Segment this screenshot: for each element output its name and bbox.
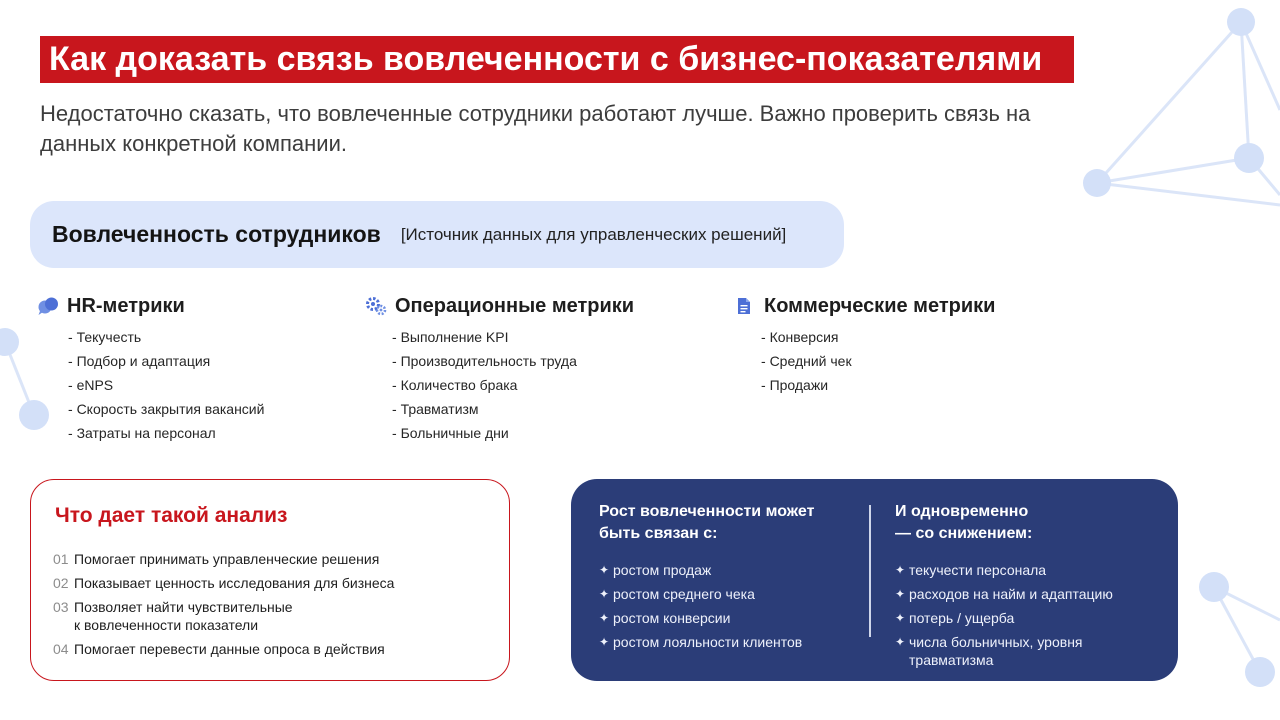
page-subtitle: Недостаточно сказать, что вовлеченные сотрудники работают лучше. Важно проверить связь на данных конкретной компании. <box>40 101 1031 156</box>
list-item: - Продажи <box>761 373 995 397</box>
analysis-title: Что дает такой анализ <box>55 504 288 527</box>
growth-increase-title: Рост вовлеченности может быть связан с: <box>599 503 815 542</box>
metric-column-operational <box>365 293 634 445</box>
list-item: - eNPS <box>68 373 264 397</box>
engagement-tag: [Источник данных для управленческих решений] <box>400 224 787 244</box>
list-item <box>53 640 493 658</box>
metric-column-hr <box>37 293 264 445</box>
sparkle-icon: ✦ <box>599 611 610 625</box>
engagement-title: Вовлеченность сотрудников <box>52 221 381 247</box>
growth-increase-list <box>599 561 859 651</box>
list-item: - Производительность труда <box>392 349 634 373</box>
list-item <box>599 561 859 579</box>
list-item <box>895 609 1165 627</box>
list-item: - Количество брака <box>392 373 634 397</box>
list-item <box>895 633 1165 669</box>
list-item: - Текучесть <box>68 325 264 349</box>
list-item: - Скорость закрытия вакансий <box>68 397 264 421</box>
growth-decrease-list <box>895 561 1165 669</box>
growth-divider <box>869 505 871 637</box>
sparkle-icon: ✦ <box>895 635 906 649</box>
item-number: 02 <box>53 575 69 591</box>
item-text: ростом продаж <box>613 562 712 578</box>
item-text: числа больничных, уровня травматизма <box>909 634 1083 668</box>
list-item <box>53 598 493 634</box>
list-item: - Средний чек <box>761 349 995 373</box>
page-title: Как доказать связь вовлеченности с бизнес-показателями <box>40 36 1074 83</box>
list-item <box>53 550 493 568</box>
metric-list-commercial <box>734 325 995 397</box>
item-text: Помогает перевести данные опроса в действия <box>74 641 385 657</box>
sparkle-icon: ✦ <box>895 611 906 625</box>
metric-title-operational: Операционные метрики <box>395 294 635 317</box>
gears-icon <box>365 296 387 316</box>
item-text: расходов на найм и адаптацию <box>909 586 1113 602</box>
list-item <box>53 574 493 592</box>
document-icon <box>734 296 756 316</box>
analysis-card <box>30 479 510 681</box>
sparkle-icon: ✦ <box>599 563 610 577</box>
engagement-banner <box>30 201 844 268</box>
metric-column-commercial <box>734 293 995 397</box>
list-item <box>895 561 1165 579</box>
list-item: - Затраты на персонал <box>68 421 264 445</box>
sparkle-icon: ✦ <box>895 563 906 577</box>
list-item <box>599 609 859 627</box>
item-text: Показывает ценность исследования для бизнеса <box>74 575 395 591</box>
list-item <box>599 585 859 603</box>
growth-decrease-title: И одновременно — со снижением: <box>895 503 1033 542</box>
list-item: - Конверсия <box>761 325 995 349</box>
growth-card <box>571 479 1178 681</box>
item-text: Помогает принимать управленческие решения <box>74 551 380 567</box>
list-item <box>895 585 1165 603</box>
item-text: ростом конверсии <box>613 610 731 626</box>
item-text: Позволяет найти чувствительные к вовлеченности показатели <box>74 599 293 633</box>
item-number: 04 <box>53 641 69 657</box>
list-item: - Травматизм <box>392 397 634 421</box>
item-number: 01 <box>53 551 69 567</box>
list-item: - Выполнение KPI <box>392 325 634 349</box>
item-text: потерь / ущерба <box>909 610 1015 626</box>
item-number: 03 <box>53 599 69 615</box>
item-text: ростом среднего чека <box>613 586 755 602</box>
growth-column-increase <box>599 501 859 657</box>
sparkle-icon: ✦ <box>895 587 906 601</box>
metric-title-hr: HR-метрики <box>67 294 185 317</box>
metric-title-commercial: Коммерческие метрики <box>764 294 996 317</box>
list-item <box>599 633 859 651</box>
item-text: ростом лояльности клиентов <box>613 634 803 650</box>
metric-list-operational <box>365 325 634 445</box>
people-chat-icon <box>37 296 59 316</box>
sparkle-icon: ✦ <box>599 635 610 649</box>
list-item: - Больничные дни <box>392 421 634 445</box>
list-item: - Подбор и адаптация <box>68 349 264 373</box>
analysis-list <box>53 550 493 664</box>
metric-list-hr <box>37 325 264 445</box>
sparkle-icon: ✦ <box>599 587 610 601</box>
item-text: текучести персонала <box>909 562 1047 578</box>
growth-column-decrease <box>895 501 1165 675</box>
